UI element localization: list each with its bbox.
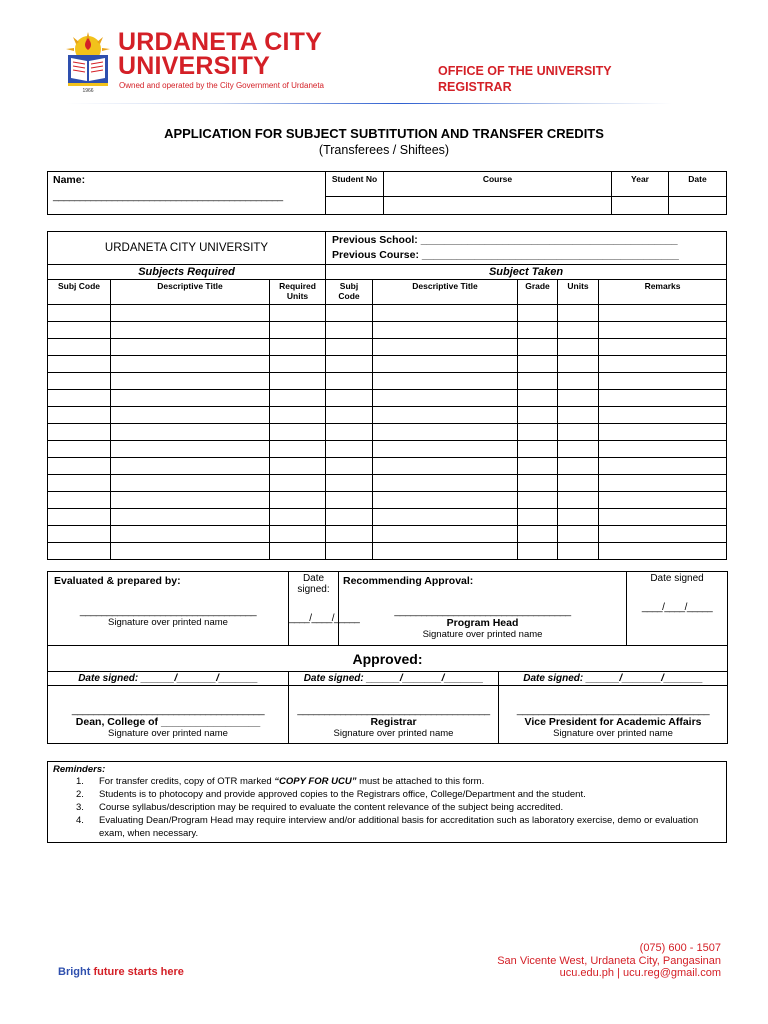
table-cell[interactable] [270, 492, 326, 509]
table-row [48, 509, 727, 526]
table-cell[interactable] [518, 475, 558, 492]
table-cell[interactable] [373, 373, 518, 390]
table-cell[interactable] [518, 441, 558, 458]
table-cell[interactable] [326, 492, 373, 509]
table-cell[interactable] [558, 407, 599, 424]
form-title: APPLICATION FOR SUBJECT SUBTITUTION AND TRANSFER CREDITS [164, 126, 604, 141]
table-row [48, 356, 727, 373]
university-name: URDANETA CITY UNIVERSITY [118, 28, 322, 80]
table-cell[interactable] [326, 322, 373, 339]
table-cell[interactable] [270, 356, 326, 373]
table-cell[interactable] [373, 339, 518, 356]
table-row [48, 543, 727, 560]
table-cell[interactable] [558, 390, 599, 407]
table-cell[interactable] [111, 322, 270, 339]
table-cell[interactable] [48, 526, 111, 543]
table-cell[interactable] [599, 356, 727, 373]
table-cell[interactable] [326, 339, 373, 356]
table-cell[interactable] [48, 492, 111, 509]
table-cell[interactable] [373, 390, 518, 407]
col-subj-code: Subj Code [48, 280, 111, 305]
approved-header: Approved: [48, 646, 728, 672]
table-cell[interactable] [373, 509, 518, 526]
course-header: Course [384, 172, 612, 197]
table-cell[interactable] [111, 356, 270, 373]
reminders-list [53, 775, 721, 840]
table-cell[interactable] [518, 356, 558, 373]
reminders-title: Reminders: [53, 764, 106, 775]
table-cell[interactable] [48, 373, 111, 390]
table-cell[interactable] [48, 458, 111, 475]
table-cell[interactable] [558, 305, 599, 322]
table-row [48, 424, 727, 441]
subject-taken-header: Subject Taken [326, 265, 727, 280]
col-descriptive-title: Descriptive Title [111, 280, 270, 305]
table-cell[interactable] [270, 305, 326, 322]
table-cell[interactable] [599, 458, 727, 475]
table-cell[interactable] [326, 356, 373, 373]
table-cell[interactable] [48, 407, 111, 424]
table-cell[interactable] [48, 305, 111, 322]
table-cell[interactable] [373, 407, 518, 424]
table-row [48, 458, 727, 475]
table-cell[interactable] [270, 373, 326, 390]
table-cell[interactable] [111, 441, 270, 458]
table-cell[interactable] [326, 458, 373, 475]
table-cell[interactable] [48, 441, 111, 458]
recommending-cell[interactable]: Recommending Approval: _________________________________ Program Head Signature over printed name [339, 572, 627, 646]
table-row [48, 322, 727, 339]
subjects-required-header: Subjects Required [48, 265, 326, 280]
year-header: Year [612, 172, 669, 197]
table-cell[interactable] [111, 492, 270, 509]
table-cell[interactable] [373, 322, 518, 339]
table-cell[interactable] [599, 322, 727, 339]
dean-signature-cell[interactable]: ____________________________________ Dean, College of _________________ Signature over printed name [48, 686, 289, 744]
table-cell[interactable] [326, 373, 373, 390]
table-cell[interactable] [599, 339, 727, 356]
table-cell[interactable] [48, 339, 111, 356]
table-cell[interactable] [111, 407, 270, 424]
table-cell[interactable] [518, 373, 558, 390]
table-row [48, 492, 727, 509]
table-cell[interactable] [558, 543, 599, 560]
table-cell[interactable] [326, 390, 373, 407]
table-cell[interactable] [599, 373, 727, 390]
table-cell[interactable] [518, 339, 558, 356]
table-row [48, 526, 727, 543]
table-cell[interactable] [270, 475, 326, 492]
table-cell[interactable] [558, 424, 599, 441]
table-cell[interactable] [558, 526, 599, 543]
table-cell[interactable] [326, 407, 373, 424]
reminder-item: 4. Evaluating Dean/Program Head may require interview and/or additional basis for accreditation such as laboratory exercise, demo or evaluation exam, when necessary. [76, 815, 699, 839]
table-cell[interactable] [599, 390, 727, 407]
table-cell[interactable] [48, 356, 111, 373]
table-cell[interactable] [270, 543, 326, 560]
table-cell[interactable] [111, 339, 270, 356]
col-required-units: Required Units [270, 280, 326, 305]
table-cell[interactable] [270, 509, 326, 526]
table-cell[interactable] [111, 373, 270, 390]
recommending-date-cell[interactable]: Date signed ____/____/_____ [627, 572, 728, 646]
table-cell[interactable] [373, 475, 518, 492]
course-field[interactable] [384, 197, 612, 215]
logo-year: 1966 [82, 88, 94, 94]
table-cell[interactable] [373, 458, 518, 475]
table-cell[interactable] [326, 509, 373, 526]
evaluated-by-cell[interactable]: Evaluated & prepared by: _________________________________ Signature over printed name [48, 572, 289, 646]
footer-web: ucu.edu.ph | ucu.reg@gmail.com [559, 967, 721, 979]
form-subtitle: (Transferees / Shiftees) [318, 143, 450, 157]
table-row [48, 407, 727, 424]
signature-table [47, 571, 728, 744]
table-cell[interactable] [373, 441, 518, 458]
university-label: URDANETA CITY UNIVERSITY [48, 232, 326, 265]
name-field[interactable]: Name: ___________________________________________ [48, 172, 326, 215]
table-cell[interactable] [518, 305, 558, 322]
col-remarks: Remarks [599, 280, 727, 305]
table-cell[interactable] [599, 424, 727, 441]
col-grade: Grade [518, 280, 558, 305]
reminder-item: 3. Course syllabus/description may be required to evaluate the content relevance of the subject being accredited. [76, 802, 564, 813]
table-row [48, 441, 727, 458]
table-cell[interactable] [270, 458, 326, 475]
previous-school-block[interactable] [326, 232, 727, 265]
table-cell[interactable] [326, 526, 373, 543]
evaluated-date-cell[interactable]: Date signed: ____/____/_____ [289, 572, 339, 646]
table-cell[interactable] [270, 339, 326, 356]
table-row [48, 390, 727, 407]
col-units: Units [558, 280, 599, 305]
table-cell[interactable] [599, 492, 727, 509]
table-row [48, 339, 727, 356]
table-cell[interactable] [270, 526, 326, 543]
table-cell[interactable] [48, 322, 111, 339]
subject-rows [48, 305, 727, 560]
office-name: OFFICE OF THE UNIVERSITY REGISTRAR [438, 64, 612, 94]
table-row [48, 475, 727, 492]
table-cell[interactable] [599, 441, 727, 458]
table-cell[interactable] [111, 390, 270, 407]
registrar-signature-cell[interactable]: ____________________________________ Registrar Signature over printed name [289, 686, 499, 744]
table-cell[interactable] [326, 305, 373, 322]
table-cell[interactable] [48, 475, 111, 492]
subjects-table [47, 231, 727, 560]
vp-signature-cell[interactable]: ____________________________________ Vice President for Academic Affairs Signature over printed name [499, 686, 728, 744]
table-cell[interactable] [48, 424, 111, 441]
table-cell[interactable] [373, 543, 518, 560]
table-cell[interactable] [270, 441, 326, 458]
reminder-item: 1. For transfer credits, copy of OTR marked “COPY FOR UCU” must be attached to this form. [76, 776, 485, 787]
table-cell[interactable] [48, 509, 111, 526]
table-cell[interactable] [558, 441, 599, 458]
table-cell[interactable] [111, 305, 270, 322]
student-no-header: Student No [326, 172, 384, 197]
table-cell[interactable] [326, 441, 373, 458]
student-no-field[interactable] [326, 197, 384, 215]
table-cell[interactable] [599, 543, 727, 560]
table-cell[interactable] [373, 356, 518, 373]
table-cell[interactable] [373, 526, 518, 543]
table-cell[interactable] [111, 526, 270, 543]
table-cell[interactable] [518, 543, 558, 560]
previous-school-field: Previous School: ____________________________________________ [332, 234, 678, 246]
table-cell[interactable] [270, 424, 326, 441]
table-cell[interactable] [558, 458, 599, 475]
table-cell[interactable] [111, 458, 270, 475]
table-cell[interactable] [373, 424, 518, 441]
reminder-item: 2. Students is to photocopy and provide approved copies to the Registrars office, College/Department and the student. [76, 789, 586, 800]
table-cell[interactable] [599, 526, 727, 543]
table-cell[interactable] [558, 509, 599, 526]
year-field[interactable] [612, 197, 669, 215]
table-cell[interactable] [518, 424, 558, 441]
table-cell[interactable] [558, 475, 599, 492]
table-cell[interactable] [518, 390, 558, 407]
table-cell[interactable] [599, 305, 727, 322]
table-cell[interactable] [111, 424, 270, 441]
table-cell[interactable] [270, 407, 326, 424]
dean-date-field[interactable]: Date signed: ______/_______/_______ [48, 672, 289, 686]
table-cell[interactable] [373, 305, 518, 322]
previous-course-field: Previous Course: ____________________________________________ [332, 249, 679, 261]
table-cell[interactable] [373, 492, 518, 509]
table-cell[interactable] [558, 322, 599, 339]
university-tagline: Owned and operated by the City Government of Urdaneta [119, 81, 325, 90]
table-cell[interactable] [111, 475, 270, 492]
vp-date-field[interactable]: Date signed: ______/_______/_______ [499, 672, 728, 686]
col-subj-code-taken: Subj Code [326, 280, 373, 305]
student-info-table [47, 171, 727, 215]
table-cell[interactable] [518, 526, 558, 543]
date-field[interactable] [669, 197, 727, 215]
registrar-date-field[interactable]: Date signed: ______/_______/_______ [289, 672, 499, 686]
table-cell[interactable] [558, 339, 599, 356]
table-cell[interactable] [270, 322, 326, 339]
table-cell[interactable] [599, 407, 727, 424]
table-cell[interactable] [518, 322, 558, 339]
footer-slogan: Bright future starts here [58, 966, 184, 978]
footer-contact [497, 942, 721, 980]
date-header: Date [669, 172, 727, 197]
table-cell[interactable] [518, 458, 558, 475]
table-row [48, 305, 727, 322]
table-cell[interactable] [558, 492, 599, 509]
table-cell[interactable] [48, 390, 111, 407]
table-cell[interactable] [326, 475, 373, 492]
table-cell[interactable] [326, 543, 373, 560]
table-cell[interactable] [599, 475, 727, 492]
table-cell[interactable] [48, 543, 111, 560]
table-cell[interactable] [326, 424, 373, 441]
table-cell[interactable] [518, 407, 558, 424]
table-row [48, 373, 727, 390]
footer-address: San Vicente West, Urdaneta City, Pangasinan [497, 954, 721, 967]
table-cell[interactable] [270, 390, 326, 407]
table-cell[interactable] [111, 543, 270, 560]
header-rule [66, 103, 672, 104]
table-cell[interactable] [558, 373, 599, 390]
table-cell[interactable] [518, 509, 558, 526]
footer-phone: (075) 600 - 1507 [639, 942, 721, 954]
table-cell[interactable] [111, 509, 270, 526]
table-cell[interactable] [558, 356, 599, 373]
university-logo [63, 32, 113, 94]
table-cell[interactable] [518, 492, 558, 509]
col-descriptive-title-taken: Descriptive Title [373, 280, 518, 305]
table-cell[interactable] [599, 509, 727, 526]
reminders-box [47, 761, 727, 843]
